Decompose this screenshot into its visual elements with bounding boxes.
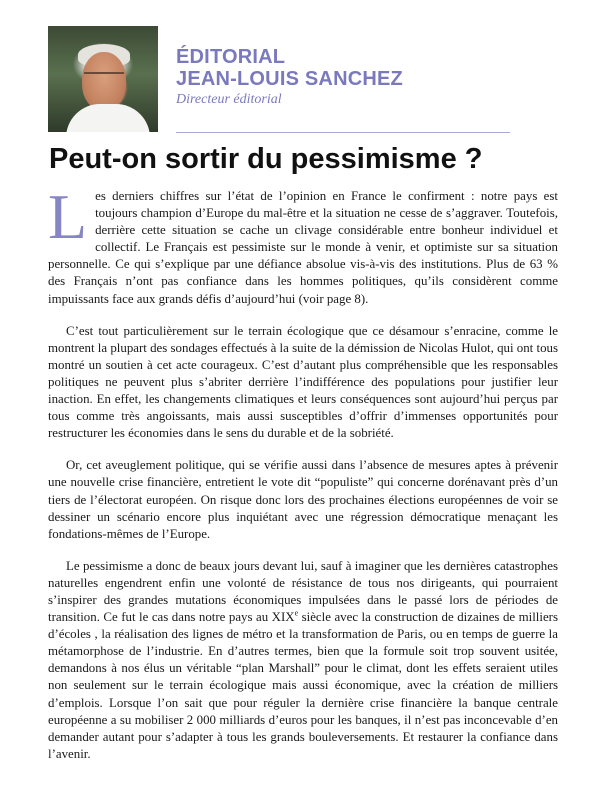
article-headline: Peut-on sortir du pessimisme ? (49, 143, 483, 175)
paragraph-3: Or, cet aveuglement politique, qui se vérifie aussi dans l’absence de mesures aptes à prévenir une nouvelle crise financière, entretient le vote dit “populiste” qui concerne dorénavant près d’un tiers de l’électorat européen. On risque donc lors des prochaines élections européennes de voir se dessiner un scénario encore plus inquiétant avec une régression démocratique menaçant les fondations-mêmes de l’Europe. (48, 458, 558, 541)
paragraph-1 (48, 181, 558, 308)
author-role: Directeur éditorial (176, 92, 282, 107)
century-superscript: e (294, 608, 299, 618)
drop-cap: L (48, 181, 88, 252)
author-name: JEAN-LOUIS SANCHEZ (176, 68, 403, 90)
paragraph-1-text: es derniers chiffres sur l’état de l’opinion en France le confirment : notre pays est toujours champion d’Europe du mal-être et la situation ne cesse de s’aggraver. Toutefois, derrière cette situation se cache un clivage considérable entre bonheur individuel et collectif. Le Français est pessimiste sur le monde à venir, et optimiste sur sa situation personnelle. Ce qui s’explique par une défiance absolue vis-à-vis des institutions. Plus de 63 % des Français n’ont pas confiance dans les hommes politiques, qu’ils considèrent comme impuissants face aux grands défis d’aujourd’hui (voir page 8). (48, 189, 558, 306)
author-photo (48, 26, 158, 132)
editorial-header (176, 46, 403, 109)
header-divider (176, 132, 510, 133)
paragraph-4-text-b: siècle avec la construction de dizaines de milliers d’écoles , la réalisation des lignes de métro et la transformation de Paris, ou en temps de guerre la métamorphose de l’industrie. En d’autres termes, bien que la formule soit trop souvent usitée, demandons à nos élus un véritable “plan Marshall” pour le climat, dont les effets seraient utiles non seulement sur le terrain écologique mais aussi économique, avec la création de milliers d’emplois. Lorsque l’on sait que pour réguler la dernière crise financière la banque centrale européenne a su mobiliser 2 000 milliards d’euros pour les banques, il n’est pas inconcevable d’en demander autant pour s’adapter à tous les grands bouleversements. Et restaurer la confiance dans l’avenir. (48, 610, 558, 761)
section-kicker: ÉDITORIAL (176, 46, 286, 68)
portrait-glasses (84, 72, 124, 84)
paragraph-4-text-a: Le pessimisme a donc de beaux jours devant lui, sauf à imaginer que les dernières catastrophes naturelles engendrent enfin une volonté de résistance de tous nos dirigeants, qui pourraient s’inspirer des grandes mutations économiques impulsées dans le passé lors de périodes de transition. Ce fut le cas dans notre pays au XIX (48, 558, 558, 625)
paragraph-4 (48, 558, 558, 763)
article-body (48, 181, 558, 778)
portrait-shirt (66, 104, 150, 132)
paragraph-2: C’est tout particulièrement sur le terrain écologique que ce désamour s’enracine, comme le montrent la plupart des sondages effectués à la suite de la démission de Nicolas Hulot, qui ont tous montré un soutien à cet acte courageux. C’est d’autant plus compréhensible que les responsables politiques ne peuvent plus s’abriter derrière l’indifférence des populations pour justifier leur inaction. En effet, les changements climatiques et leurs conséquences sont aujourd’hui perçus par tous comme très angoissants, mais aussi susceptibles d’offrir d’immenses opportunités pour restructurer les économies dans le sens du durable et de la sobriété. (48, 323, 558, 441)
